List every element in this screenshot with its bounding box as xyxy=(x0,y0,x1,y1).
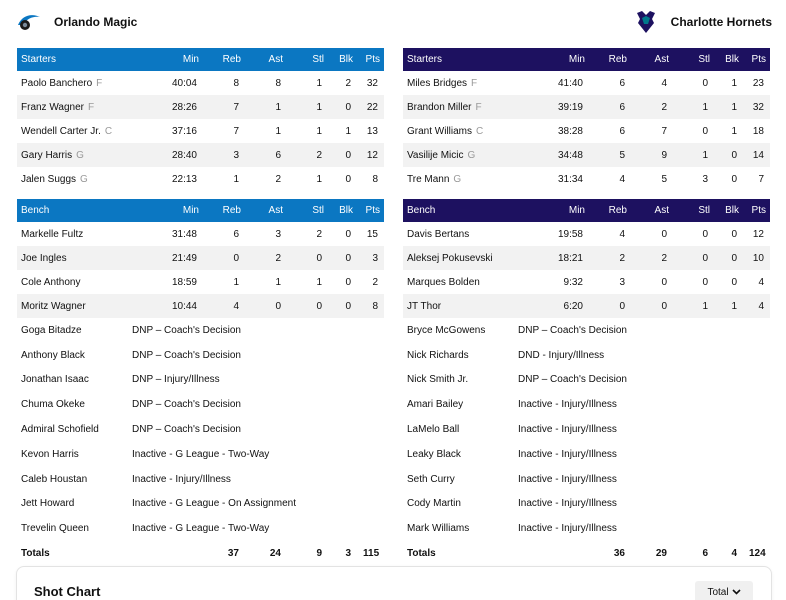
stat-stl: 0 xyxy=(702,276,708,288)
dnp-reason: Inactive - Injury/Illness xyxy=(518,424,617,436)
total-stl: 9 xyxy=(316,547,322,559)
total-pts: 124 xyxy=(749,547,766,559)
stat-stl: 1 xyxy=(316,125,322,137)
list-item xyxy=(17,343,384,368)
player-name[interactable]: Aleksej Pokusevski xyxy=(403,246,528,270)
stat-blk: 0 xyxy=(731,173,737,185)
player-position: F xyxy=(87,101,95,113)
player-name[interactable]: JT Thor xyxy=(403,294,528,318)
table-row xyxy=(17,143,384,167)
player-name[interactable]: Kevon Harris xyxy=(21,448,79,460)
col-header-blk[interactable]: Blk xyxy=(328,199,357,222)
stat-blk: 2 xyxy=(345,77,351,89)
stat-pts: 13 xyxy=(366,125,378,137)
table-row xyxy=(403,246,770,270)
col-header-stl[interactable]: Stl xyxy=(287,48,328,71)
col-header-starters[interactable]: Starters xyxy=(403,48,528,71)
stat-pts: 15 xyxy=(366,228,378,240)
stat-pts: 32 xyxy=(366,77,378,89)
list-item xyxy=(17,368,384,393)
list-item xyxy=(403,392,770,417)
col-header-reb[interactable]: Reb xyxy=(589,48,631,71)
player-position: C xyxy=(104,125,113,137)
stat-reb: 6 xyxy=(619,125,625,137)
chevron-down-icon xyxy=(732,587,741,597)
magic-logo-icon xyxy=(16,9,42,35)
dnp-reason: DND - Injury/Illness xyxy=(518,349,605,361)
player-name[interactable]: Nick Smith Jr. xyxy=(407,374,469,386)
player-name[interactable]: Tre Mann xyxy=(407,173,450,185)
player-position: G xyxy=(467,149,476,161)
stat-ast: 1 xyxy=(245,95,287,119)
away-totals xyxy=(403,541,770,565)
player-name[interactable]: Joe Ingles xyxy=(17,246,142,270)
stat-reb: 4 xyxy=(619,173,625,185)
player-name[interactable]: Amari Bailey xyxy=(407,399,464,411)
dnp-reason: Inactive - Injury/Illness xyxy=(518,399,617,411)
dnp-reason: Inactive - Injury/Illness xyxy=(518,448,617,460)
stat-stl: 0 xyxy=(287,294,328,318)
player-name[interactable]: Seth Curry xyxy=(407,473,455,485)
stat-blk: 0 xyxy=(731,276,737,288)
player-name[interactable]: Brandon Miller xyxy=(407,101,472,113)
table-row xyxy=(403,222,770,246)
away-starters-header-row xyxy=(403,48,770,71)
stat-ast: 7 xyxy=(661,125,667,137)
stat-pts: 23 xyxy=(752,77,764,89)
col-header-blk[interactable]: Blk xyxy=(714,48,743,71)
player-name[interactable]: Goga Bitadze xyxy=(21,324,82,336)
stat-blk: 0 xyxy=(328,246,357,270)
stat-reb: 8 xyxy=(233,77,239,89)
col-header-pts[interactable]: Pts xyxy=(743,48,770,71)
stat-pts: 8 xyxy=(372,173,378,185)
stat-reb: 1 xyxy=(233,173,239,185)
away-starters-table xyxy=(403,48,770,191)
away-bench-table xyxy=(403,199,770,318)
col-header-pts[interactable]: Pts xyxy=(357,199,384,222)
stat-min: 19:58 xyxy=(557,228,583,240)
dnp-reason: Inactive - G League - Two-Way xyxy=(132,523,270,535)
player-name[interactable]: Jett Howard xyxy=(21,498,75,510)
dnp-reason: DNP – Coach's Decision xyxy=(518,374,627,386)
player-name[interactable]: Nick Richards xyxy=(407,349,469,361)
list-item xyxy=(403,442,770,467)
player-name[interactable]: Paolo Banchero xyxy=(21,77,93,89)
home-bench-header-row xyxy=(17,199,384,222)
col-header-min[interactable]: Min xyxy=(142,48,203,71)
player-name[interactable]: Mark Williams xyxy=(407,523,470,535)
stat-stl: 0 xyxy=(287,246,328,270)
stat-blk: 1 xyxy=(714,95,743,119)
hornets-logo-icon xyxy=(633,9,659,35)
table-row xyxy=(17,222,384,246)
player-name[interactable]: Wendell Carter Jr. xyxy=(21,125,101,137)
stat-reb: 6 xyxy=(619,77,625,89)
away-team-header[interactable] xyxy=(633,8,772,36)
total-reb: 37 xyxy=(227,547,239,559)
stat-stl: 0 xyxy=(673,246,714,270)
stat-ast: 9 xyxy=(631,143,673,167)
player-position: G xyxy=(76,149,84,161)
col-header-stl[interactable]: Stl xyxy=(673,48,714,71)
stat-reb: 0 xyxy=(589,294,631,318)
player-position: F xyxy=(475,101,482,113)
shot-chart-filter-value: Total xyxy=(707,586,729,598)
list-item xyxy=(403,368,770,393)
table-row xyxy=(403,119,770,143)
table-row xyxy=(403,95,770,119)
shot-chart-card xyxy=(16,566,772,600)
stat-pts: 22 xyxy=(357,95,384,119)
table-row xyxy=(17,167,384,191)
stat-stl: 3 xyxy=(702,173,708,185)
stat-pts: 14 xyxy=(743,143,770,167)
stat-min: 18:59 xyxy=(171,276,197,288)
home-starters-table xyxy=(17,48,384,191)
list-item xyxy=(403,467,770,492)
stat-blk: 0 xyxy=(345,228,351,240)
stat-stl: 1 xyxy=(673,95,714,119)
col-header-ast[interactable]: Ast xyxy=(245,199,287,222)
table-row xyxy=(17,270,384,294)
table-row xyxy=(403,71,770,95)
table-row xyxy=(17,95,384,119)
stat-blk: 0 xyxy=(345,276,351,288)
player-name[interactable]: Miles Bridges xyxy=(407,77,468,89)
stat-ast: 2 xyxy=(631,95,673,119)
stat-pts: 10 xyxy=(743,246,770,270)
stat-stl: 1 xyxy=(316,173,322,185)
stat-stl: 0 xyxy=(702,228,708,240)
stat-reb: 7 xyxy=(203,95,245,119)
player-position: F xyxy=(96,77,103,89)
stat-pts: 32 xyxy=(743,95,770,119)
player-name[interactable]: Anthony Black xyxy=(21,349,85,361)
dnp-reason: DNP – Injury/Illness xyxy=(132,374,220,386)
stat-pts: 12 xyxy=(752,228,764,240)
stat-stl: 2 xyxy=(316,228,322,240)
stat-stl: 0 xyxy=(702,77,708,89)
total-stl: 6 xyxy=(702,547,708,559)
dnp-reason: DNP – Coach's Decision xyxy=(518,324,627,336)
table-row xyxy=(403,167,770,191)
player-name[interactable]: Davis Bertans xyxy=(407,228,470,240)
total-blk: 4 xyxy=(731,547,737,559)
stat-pts: 8 xyxy=(357,294,384,318)
stat-min: 18:21 xyxy=(528,246,589,270)
stat-min: 34:48 xyxy=(528,143,589,167)
stat-pts: 18 xyxy=(752,125,764,137)
stat-blk: 1 xyxy=(345,125,351,137)
player-name[interactable]: Marques Bolden xyxy=(407,276,480,288)
dnp-reason: DNP – Coach's Decision xyxy=(132,399,241,411)
stat-reb: 5 xyxy=(589,143,631,167)
total-reb: 36 xyxy=(613,547,625,559)
stat-reb: 4 xyxy=(203,294,245,318)
col-header-blk[interactable]: Blk xyxy=(328,48,357,71)
stat-stl: 0 xyxy=(702,125,708,137)
stat-reb: 0 xyxy=(203,246,245,270)
dnp-reason: DNP – Coach's Decision xyxy=(132,424,241,436)
player-name[interactable]: Trevelin Queen xyxy=(21,523,89,535)
total-ast: 24 xyxy=(269,547,281,559)
stat-min: 37:16 xyxy=(171,125,197,137)
table-row xyxy=(17,246,384,270)
stat-stl: 1 xyxy=(673,143,714,167)
total-ast: 29 xyxy=(655,547,667,559)
stat-blk: 0 xyxy=(345,173,351,185)
col-header-ast[interactable]: Ast xyxy=(631,48,673,71)
total-pts: 115 xyxy=(363,547,380,559)
list-item xyxy=(17,467,384,492)
stat-reb: 7 xyxy=(233,125,239,137)
stat-min: 28:26 xyxy=(142,95,203,119)
total-blk: 3 xyxy=(345,547,351,559)
list-item xyxy=(17,392,384,417)
col-header-min[interactable]: Min xyxy=(142,199,203,222)
list-item xyxy=(17,492,384,517)
dnp-reason: Inactive - Injury/Illness xyxy=(518,473,617,485)
player-name[interactable]: Admiral Schofield xyxy=(21,424,99,436)
stat-blk: 0 xyxy=(328,294,357,318)
stat-reb: 3 xyxy=(619,276,625,288)
dnp-reason: DNP – Coach's Decision xyxy=(132,324,241,336)
player-name[interactable]: Jalen Suggs xyxy=(21,173,77,185)
col-header-ast[interactable]: Ast xyxy=(631,199,673,222)
list-item xyxy=(403,343,770,368)
col-header-bench[interactable]: Bench xyxy=(403,199,528,222)
home-boxscore xyxy=(17,48,384,565)
player-name[interactable]: Leaky Black xyxy=(407,448,461,460)
home-totals xyxy=(17,541,384,565)
stat-stl: 1 xyxy=(287,95,328,119)
away-dnp-list xyxy=(403,318,770,541)
stat-blk: 0 xyxy=(328,143,357,167)
dnp-reason: Inactive - Injury/Illness xyxy=(518,523,617,535)
away-bench-header-row xyxy=(403,199,770,222)
dnp-reason: Inactive - Injury/Illness xyxy=(132,473,231,485)
col-header-reb[interactable]: Reb xyxy=(589,199,631,222)
dnp-reason: Inactive - Injury/Illness xyxy=(518,498,617,510)
col-header-reb[interactable]: Reb xyxy=(203,199,245,222)
dnp-reason: Inactive - G League - Two-Way xyxy=(132,448,270,460)
stat-ast: 0 xyxy=(245,294,287,318)
stat-min: 10:44 xyxy=(142,294,203,318)
stat-blk: 1 xyxy=(731,125,737,137)
table-row xyxy=(403,143,770,167)
player-name[interactable]: LaMelo Ball xyxy=(407,424,460,436)
stat-min: 39:19 xyxy=(528,95,589,119)
stat-reb: 6 xyxy=(589,95,631,119)
col-header-bench[interactable]: Bench xyxy=(17,199,142,222)
stat-blk: 0 xyxy=(714,246,743,270)
stat-stl: 2 xyxy=(287,143,328,167)
stat-ast: 0 xyxy=(661,276,667,288)
shot-chart-title: Shot Chart xyxy=(34,584,101,599)
stat-min: 22:13 xyxy=(171,173,197,185)
stat-stl: 1 xyxy=(316,77,322,89)
list-item xyxy=(17,442,384,467)
stat-min: 6:20 xyxy=(528,294,589,318)
stat-pts: 7 xyxy=(758,173,764,185)
table-row xyxy=(17,294,384,318)
list-item xyxy=(403,417,770,442)
stat-min: 28:40 xyxy=(142,143,203,167)
col-header-stl[interactable]: Stl xyxy=(673,199,714,222)
home-team-name: Orlando Magic xyxy=(54,15,138,29)
stat-reb: 3 xyxy=(203,143,245,167)
player-name[interactable]: Markelle Fultz xyxy=(21,228,84,240)
home-bench-table xyxy=(17,199,384,318)
stat-ast: 0 xyxy=(631,294,673,318)
player-name[interactable]: Moritz Wagner xyxy=(17,294,142,318)
player-name[interactable]: Vasilije Micic xyxy=(407,149,464,161)
stat-min: 38:28 xyxy=(557,125,583,137)
player-name[interactable]: Cole Anthony xyxy=(21,276,81,288)
player-name[interactable]: Jonathan Isaac xyxy=(21,374,89,386)
totals-label: Totals xyxy=(21,547,50,559)
player-name[interactable]: Franz Wagner xyxy=(21,101,84,113)
stat-ast: 3 xyxy=(275,228,281,240)
stat-ast: 5 xyxy=(661,173,667,185)
list-item xyxy=(403,516,770,541)
stat-pts: 4 xyxy=(743,294,770,318)
stat-reb: 4 xyxy=(619,228,625,240)
away-boxscore xyxy=(403,48,770,565)
stat-min: 41:40 xyxy=(557,77,583,89)
player-name[interactable]: Caleb Houstan xyxy=(21,473,88,485)
stat-blk: 1 xyxy=(731,77,737,89)
list-item xyxy=(403,492,770,517)
stat-ast: 2 xyxy=(275,173,281,185)
stat-min: 40:04 xyxy=(171,77,197,89)
stat-stl: 1 xyxy=(316,276,322,288)
stat-reb: 1 xyxy=(233,276,239,288)
stat-pts: 2 xyxy=(372,276,378,288)
table-row xyxy=(17,119,384,143)
stat-min: 9:32 xyxy=(563,276,583,288)
stat-stl: 1 xyxy=(673,294,714,318)
stat-ast: 6 xyxy=(245,143,287,167)
col-header-reb[interactable]: Reb xyxy=(203,48,245,71)
player-name[interactable]: Chuma Okeke xyxy=(21,399,85,411)
col-header-blk[interactable]: Blk xyxy=(714,199,743,222)
totals-label: Totals xyxy=(407,547,436,559)
player-name[interactable]: Cody Martin xyxy=(407,498,461,510)
col-header-pts[interactable]: Pts xyxy=(743,199,770,222)
player-name[interactable]: Bryce McGowens xyxy=(407,324,486,336)
list-item xyxy=(17,318,384,343)
stat-min: 31:34 xyxy=(557,173,583,185)
stat-ast: 1 xyxy=(275,276,281,288)
stat-blk: 0 xyxy=(328,95,357,119)
col-header-min[interactable]: Min xyxy=(528,48,589,71)
player-position: G xyxy=(80,173,88,185)
col-header-stl[interactable]: Stl xyxy=(287,199,328,222)
list-item xyxy=(17,516,384,541)
player-name[interactable]: Gary Harris xyxy=(21,149,73,161)
table-row xyxy=(17,71,384,95)
stat-pts: 3 xyxy=(357,246,384,270)
home-dnp-list xyxy=(17,318,384,541)
stat-min: 21:49 xyxy=(142,246,203,270)
stat-ast: 1 xyxy=(275,125,281,137)
stat-ast: 2 xyxy=(631,246,673,270)
player-position: C xyxy=(476,125,484,137)
table-row xyxy=(403,294,770,318)
stat-reb: 2 xyxy=(589,246,631,270)
list-item xyxy=(17,417,384,442)
home-starters-header-row xyxy=(17,48,384,71)
table-row xyxy=(403,270,770,294)
stat-blk: 1 xyxy=(714,294,743,318)
stat-min: 31:48 xyxy=(171,228,197,240)
stat-ast: 4 xyxy=(661,77,667,89)
stat-ast: 8 xyxy=(275,77,281,89)
dnp-reason: DNP – Coach's Decision xyxy=(132,349,241,361)
stat-reb: 6 xyxy=(233,228,239,240)
dnp-reason: Inactive - G League - On Assignment xyxy=(132,498,296,510)
stat-pts: 12 xyxy=(357,143,384,167)
col-header-min[interactable]: Min xyxy=(528,199,589,222)
col-header-pts[interactable]: Pts xyxy=(357,48,384,71)
col-header-ast[interactable]: Ast xyxy=(245,48,287,71)
stat-pts: 4 xyxy=(758,276,764,288)
shot-chart-filter-select[interactable] xyxy=(695,581,753,600)
stat-blk: 0 xyxy=(731,228,737,240)
list-item xyxy=(403,318,770,343)
home-team-header[interactable] xyxy=(16,8,137,36)
stat-blk: 0 xyxy=(714,143,743,167)
player-position: G xyxy=(453,173,462,185)
player-position: F xyxy=(471,77,478,89)
col-header-starters[interactable]: Starters xyxy=(17,48,142,71)
player-name[interactable]: Grant Williams xyxy=(407,125,473,137)
stat-ast: 2 xyxy=(245,246,287,270)
stat-ast: 0 xyxy=(661,228,667,240)
away-team-name: Charlotte Hornets xyxy=(670,15,772,29)
